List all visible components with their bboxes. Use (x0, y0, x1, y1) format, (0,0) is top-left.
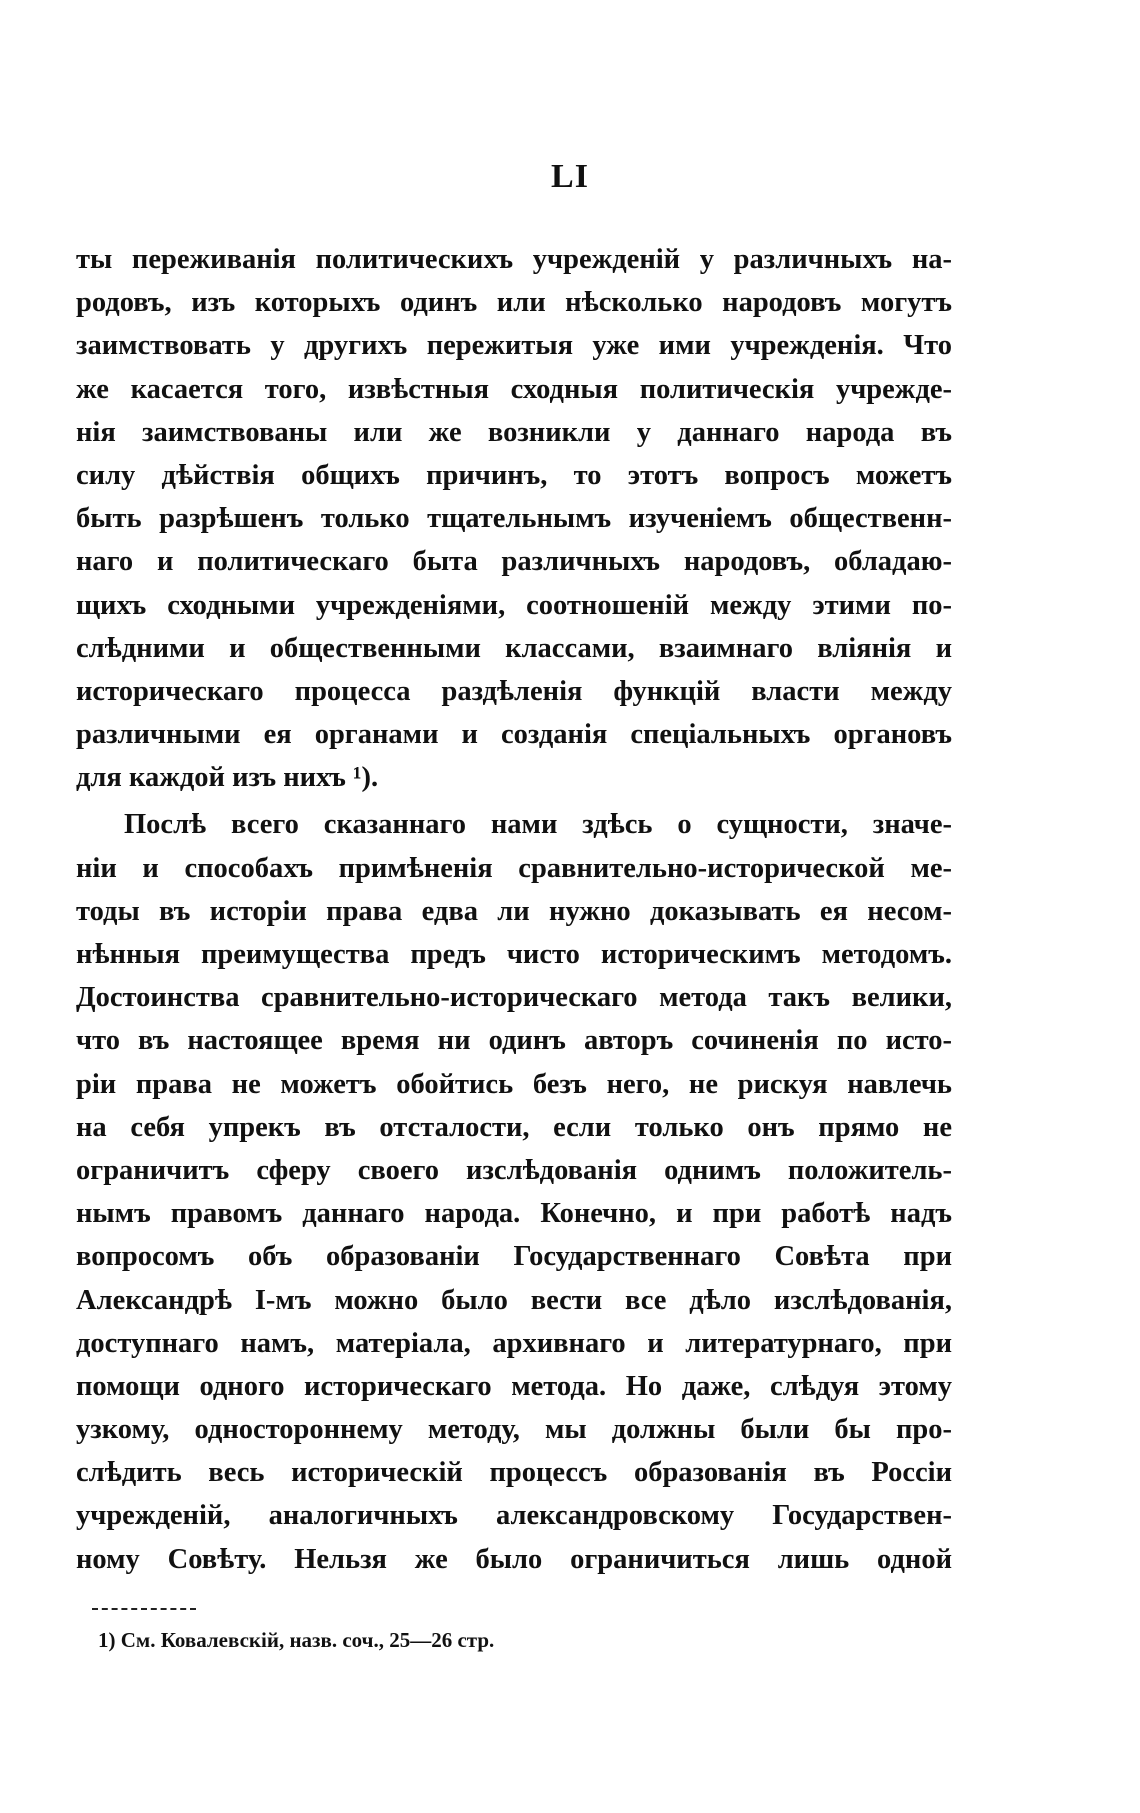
text-line: доступнаго намъ, матеріала, архивнаго и литературнаго, при (76, 1327, 952, 1359)
text-line: различными ея органами и созданія спеціальныхъ органовъ (76, 719, 952, 751)
text-line: нымъ правомъ даннаго народа. Конечно, и при работѣ надъ (76, 1198, 952, 1230)
text-line: ріи права не можетъ обойтись безъ него, не рискуя навлечь (76, 1068, 952, 1100)
paragraph-2 (76, 803, 952, 1580)
text-line: тоды въ исторіи права едва ли нужно доказывать ея несом- (76, 895, 952, 927)
text-line: для каждой изъ нихъ ¹). (76, 762, 379, 794)
text-line: что въ настоящее время ни одинъ авторъ сочиненія по исто- (76, 1025, 952, 1057)
text-line: щихъ сходными учрежденіями, соотношеній между этими по- (76, 589, 952, 621)
text-line: ограничитъ сферу своего изслѣдованія однимъ положитель- (76, 1154, 952, 1186)
text-line: слѣдить весь историческій процессъ образованія въ Россіи (76, 1457, 952, 1489)
body-text (76, 238, 952, 1581)
text-line: помощи одного историческаго метода. Но даже, слѣдуя этому (76, 1370, 952, 1402)
text-line: Александрѣ I-мъ можно было вести все дѣло изслѣдованія, (76, 1284, 952, 1316)
paragraph-1 (76, 238, 952, 799)
text-line: узкому, одностороннему методу, мы должны были бы про- (76, 1414, 952, 1446)
text-line: нѣнныя преимущества предъ чисто историческимъ методомъ. (76, 939, 952, 970)
text-line: ты переживанія политическихъ учрежденій у различныхъ на- (76, 244, 952, 275)
footnote: 1) См. Ковалевскій, назв. соч., 25—26 стр. (98, 1628, 495, 1652)
footnote-divider (92, 1608, 196, 1610)
text-line: быть разрѣшенъ только тщательнымъ изученіемъ общественн- (76, 503, 952, 535)
text-line: слѣдними и общественными классами, взаимнаго вліянія и (76, 632, 952, 664)
text-line: ніи и способахъ примѣненія сравнительно-исторической ме- (76, 852, 952, 884)
text-line: же касается того, извѣстныя сходныя политическія учрежде- (76, 373, 952, 405)
text-line: наго и политическаго быта различныхъ народовъ, обладаю- (76, 546, 952, 578)
text-line: нія заимствованы или же возникли у даннаго народа въ (76, 416, 952, 448)
text-line: заимствовать у другихъ пережитыя уже ими учрежденія. Что (76, 330, 952, 362)
text-line: ному Совѣту. Нельзя же было ограничиться лишь одной (76, 1543, 952, 1575)
text-line: Послѣ всего сказаннаго нами здѣсь о сущности, значе- (124, 809, 952, 841)
text-line: Достоинства сравнительно-историческаго метода такъ велики, (76, 982, 952, 1014)
text-line: на себя упрекъ въ отсталости, если только онъ прямо не (76, 1111, 952, 1143)
text-line: силу дѣйствія общихъ причинъ, то этотъ вопросъ можетъ (76, 459, 952, 491)
text-line: родовъ, изъ которыхъ одинъ или нѣсколько народовъ могутъ (76, 287, 952, 319)
text-line: историческаго процесса раздѣленія функцій власти между (76, 675, 952, 707)
text-line: учрежденій, аналогичныхъ александровскому Государствен- (76, 1500, 952, 1532)
page-number: LI (551, 158, 589, 195)
text-line: вопросомъ объ образованіи Государственнаго Совѣта при (76, 1241, 952, 1273)
